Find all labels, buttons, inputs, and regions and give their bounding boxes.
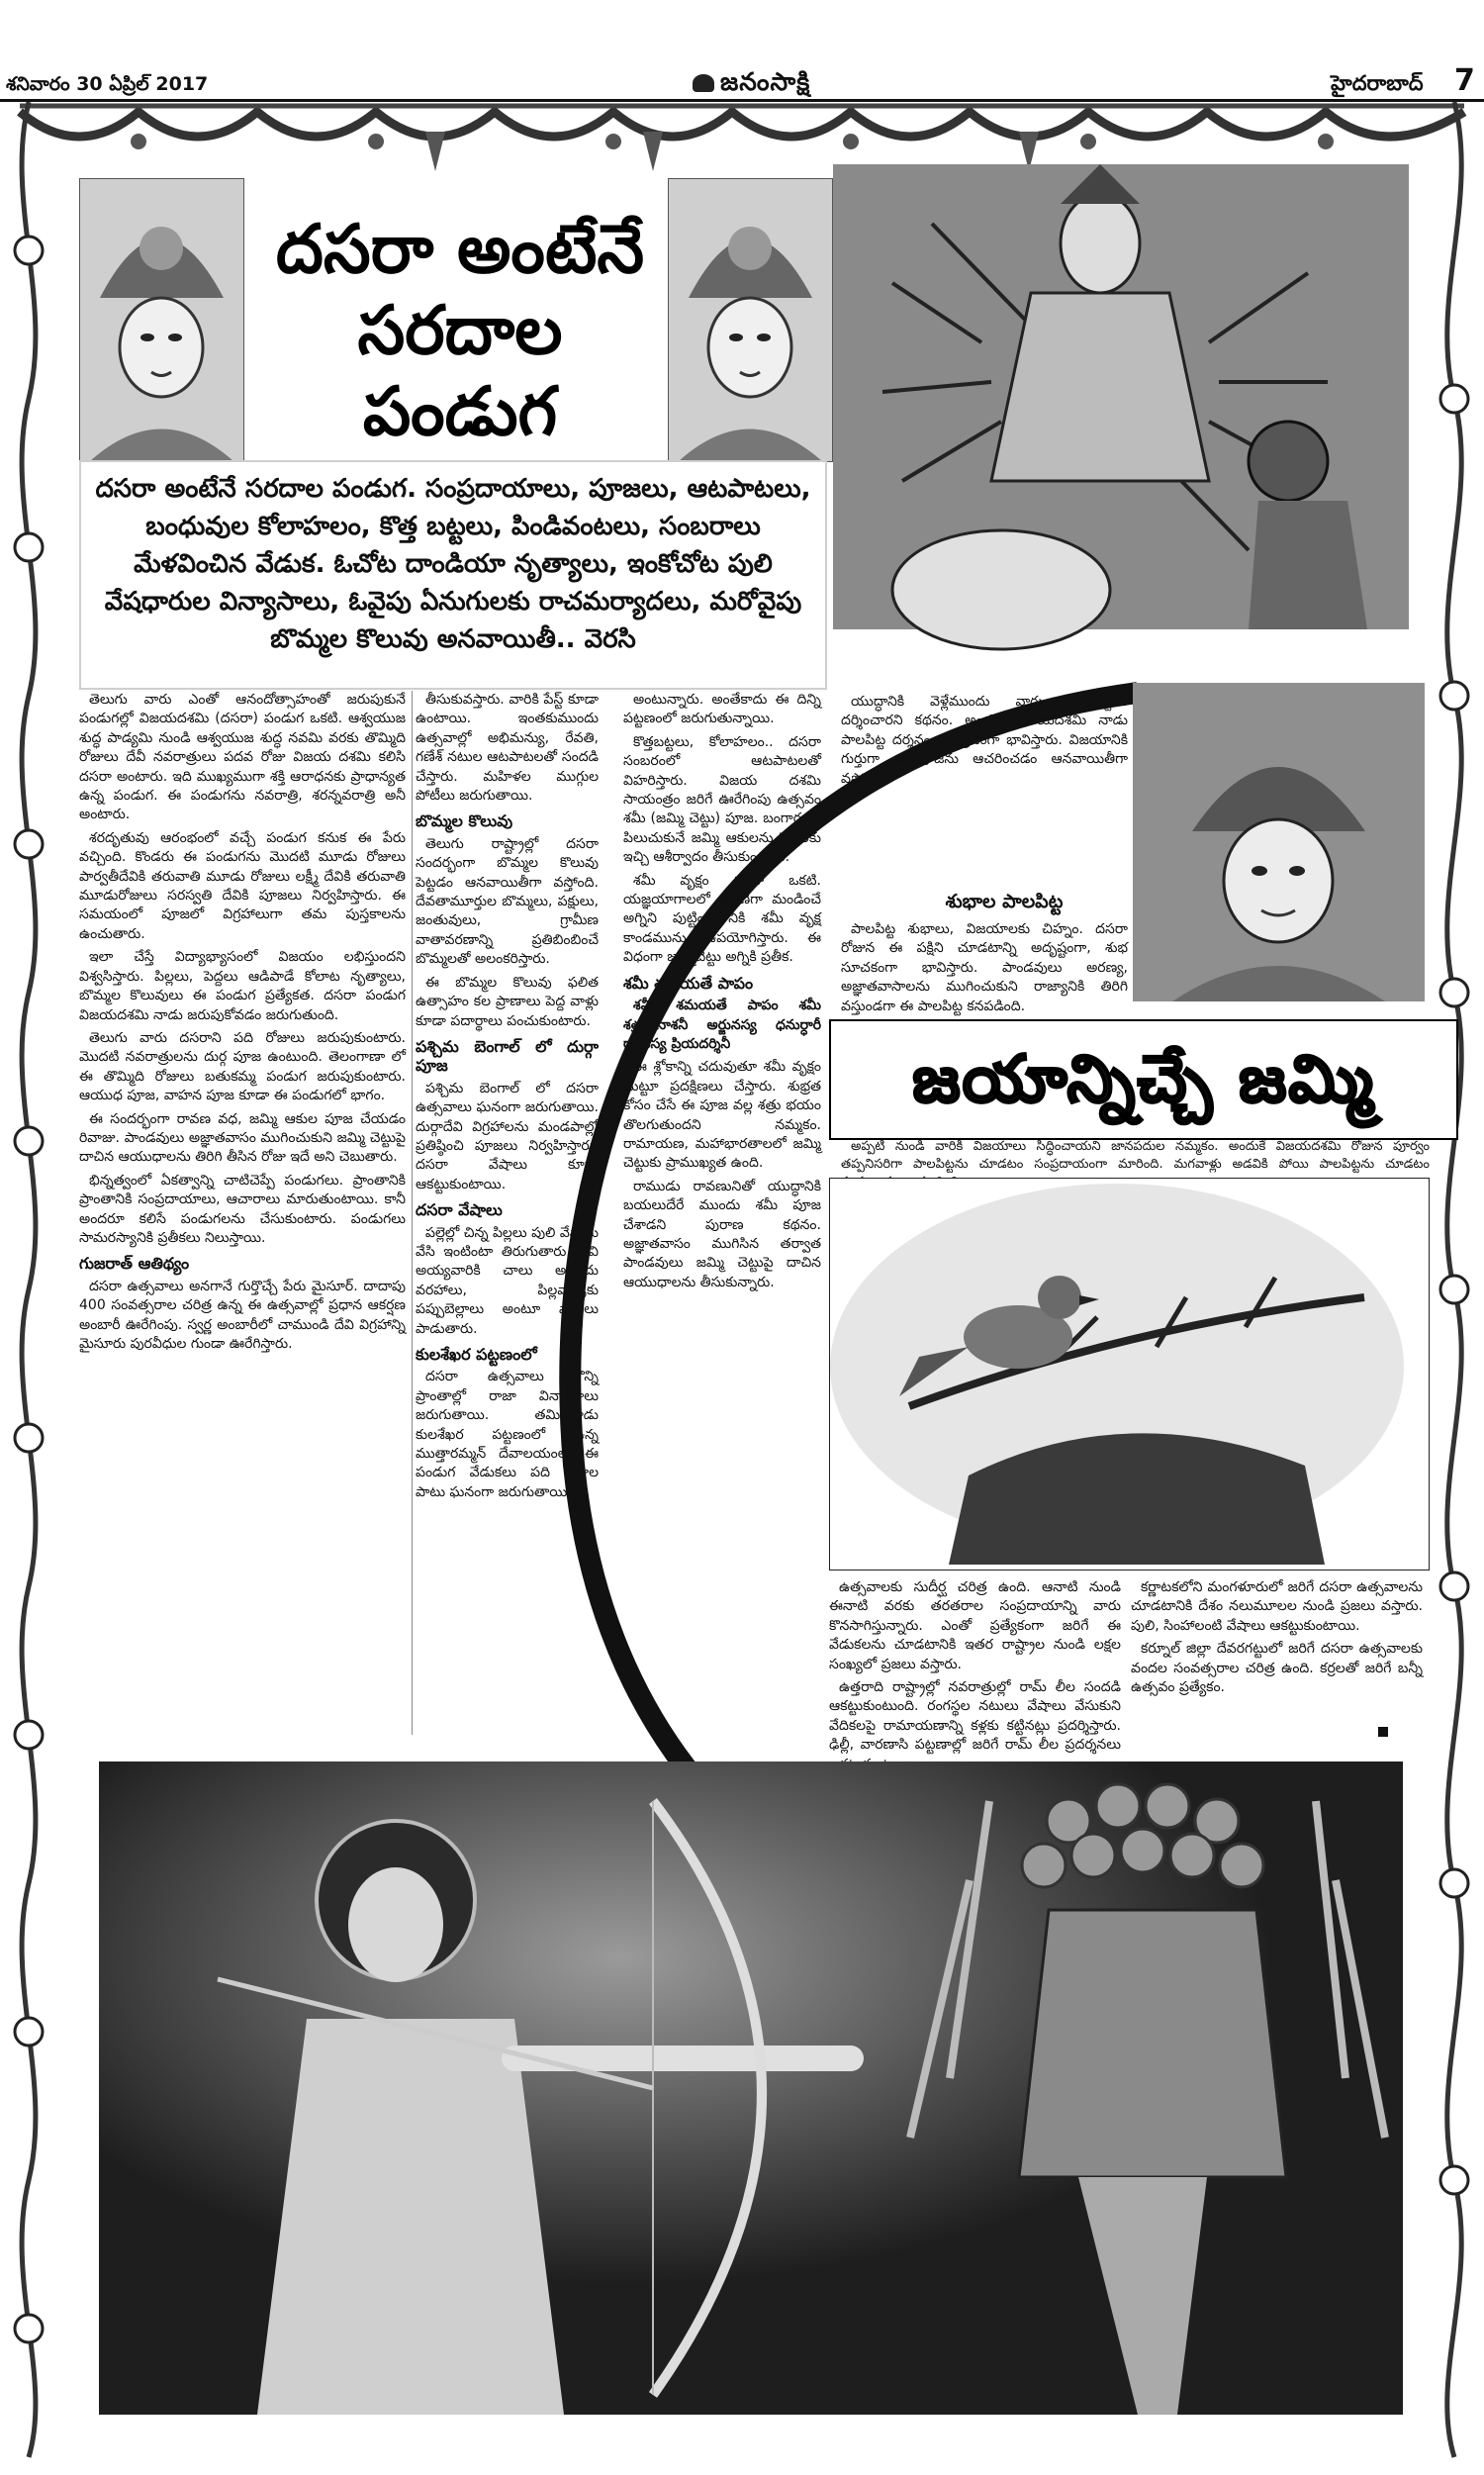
jammi-paragraph: అప్పటి నుండి వారికి విజయాలు సిద్ధించాయని జానపదుల నమ్మకం. అందుకే విజయదశమి రోజున పూర్వం తప్పనిసరిగా పాలపిట్టను చూడటం సంప్రదాయంగా మారింది. మగవాళ్లు అడవికి పోయి పాలపిట్టను చూడటం <box>841 1139 1430 1172</box>
col2-paragraph: పల్లెల్లో చిన్న పిల్లలు పులి వేషాలు వేసి ఇంటింటా తిరుగుతారు. ఇవి అయ్యవారికి చాలు అయిదు వరహాలు, పిల్లవాళ్ళకు పప్పుబెల్లాలు అంటూ పాటలు పాడుతారు. <box>416 1224 599 1337</box>
deity-image-center <box>668 178 833 462</box>
right-flower-border <box>1425 102 1484 2457</box>
col2-subheading: కులశేఖర పట్టణంలో <box>416 1345 537 1364</box>
col1-paragraph: తెలుగు వారు ఎంతో ఆనందోత్సాహంతో జరుపుకునే పండుగల్లో విజయదశమి (దసరా) పండుగ ఒకటి. ఆశ్వయుజ శుద్ధ పాడ్యమి నుండి ఆశ్వయుజ శుద్ధ నవమి వరకు తొమ్మిది రోజులు దేవీ నవరాత్రులు పదవ రోజు విజయ దశమి కలిసి దసరా అంటారు. ఇది ముఖ్యముగా శక్తి ఆరాధనకు ప్రాధాన్యత ఉన్న పండుగ. ఈ పండుగను నవరాత్రి, శరన్నవరాత్రి అనీ అంటారు. <box>79 692 406 823</box>
article-column-4 <box>841 693 1128 881</box>
deity-image-right <box>1133 683 1425 1001</box>
col2-paragraph: తీసుకువస్తారు. వారికి పేస్ట్ కూడా ఉంటాయి. ఇంతకుముందు ఉత్సవాల్లో అభిమన్యు, రేవతి, గణేశ్ నటుల ఆటపాటలతో సందడి చేస్తారు. మహిళల ముగ్గుల పోటీలు జరుగుతాయి. <box>416 692 599 805</box>
article-column-3 <box>623 691 821 1760</box>
bottom-col3-paragraph: ఉత్సవాలకు సుదీర్ఘ చరిత్ర ఉంది. ఆనాటి నుండి ఈనాటి వరకు తరతరాల సంప్రదాయాన్ని వారు కొనసాగిస్తున్నారు. ఎంతో ప్రత్యేకంగా జరిగే ఈ వేడుకలను చూడటానికి ఇతర రాష్ట్రాల నుండి లక్షల సంఖ్యలో ప్రజలు వస్తారు. <box>829 1579 1121 1672</box>
edition-city: హైదరాబాద్ <box>1331 71 1424 95</box>
lead-paragraph: దసరా అంటేనే సరదాల పండుగ. సంప్రదాయాలు, పూజలు, ఆటపాటలు, బంధువుల కోలాహలం, కొత్త బట్టలు, పిండివంటలు, సంబరాలు మేళవించిన వేడుక. ఓచోట దాండియా నృత్యాలు, ఇంకోచోట పులి వేషధారుల విన్యాసాలు, ఓవైపు ఏనుగులకు రాచమర్యాదలు, మరోవైపు బొమ్మల కొలువు అనవాయితీ.. వెరసి <box>95 474 811 654</box>
col2-paragraph: దసరా ఉత్సవాలు కొన్ని ప్రాంతాల్లో రాజా విన్యాసాలు జరుగుతాయి. తమిళనాడు కులశేఖర పట్టణంలో ఉన్న ముత్తారమ్మన్ దేవాలయంలో ఈ పండుగ వేడుకలు పది రోజుల పాటు ఘనంగా జరుగుతాయి. <box>416 1369 599 1500</box>
bottom-col4-paragraph: కర్ణాటకలోని మంగళూరులో జరిగే దసరా ఉత్సవాలను చూడటానికి దేశం నలుమూలల నుండి ప్రజలు వస్తారు. పులి, సింహాలంటి వేషాలు ఆకట్టుకుంటాయి. <box>1131 1579 1423 1634</box>
rama-ravana-illustration <box>99 1761 1403 2415</box>
col2-subheading: దసరా వేషాలు <box>416 1200 503 1220</box>
col3-paragraph: రాముడు రావణునితో యుద్ధానికి బయలుదేరే ముందు శమీ పూజ చేశాడని పురాణ కథనం. అజ్ఞాతవాసం ముగిసిన తర్వాత పాండవులు జమ్మి చెట్టుపై దాచిన ఆయుధాలను తీసుకున్నారు. <box>623 1178 821 1290</box>
durga-illustration <box>833 164 1409 629</box>
col3-paragraph: ఈ శ్లోకాన్ని చదువుతూ శమీ వృక్షం చుట్టూ ప్రదక్షిణలు చేస్తారు. శుభ్రత కోసం చేసే ఈ పూజ వల్ల శత్రు భయం తొలగుతుందని నమ్మకం. రామాయణ, మహాభారతాలలో జమ్మి చెట్టుకు ప్రాముఖ్యత ఉంది. <box>623 1059 821 1172</box>
col1-paragraph: తెలుగు వారు దసరాని పది రోజులు జరుపుకుంటారు. మొదటి నవరాత్రులను దుర్గ పూజ ఉంటుంది. తెలంగాణా లో ఈ తొమ్మిది రోజులు బతుకమ్మ పండుగ జరుపుకుంటారు. ఆయుధ పూజ, వాహన పూజ కూడా ఈ పండుగలో భాగం. <box>79 1029 406 1104</box>
col2-subheading: బొమ్మల కొలువు <box>416 811 513 831</box>
article-column-5 <box>829 1578 1121 1757</box>
col1-paragraph: భిన్నత్వంలో ఏకత్వాన్ని చాటిచెప్పే పండుగలు. ప్రాంతానికి ప్రాంతానికి సంప్రదాయాలు, ఆచారాలు మారుతుంటాయి. కానీ అందరూ కలిసే పండుగలను చేసుకుంటారు. పండుగలు సామరస్యానికి ప్రతీకలు నిలుస్తాయి. <box>79 1172 406 1246</box>
bottom-col4-paragraph: కర్నూల్ జిల్లా దేవరగట్టులో జరిగే దసరా ఉత్సవాలకు వందల సంవత్సరాల చరిత్ర ఉంది. కర్రలతో జరిగే బన్నీ ఉత్సవం ప్రత్యేకం. <box>1131 1641 1423 1696</box>
lead-paragraph-box <box>79 460 827 690</box>
col1-paragraph: ఈ సందర్భంగా రావణ వధ, జమ్మి ఆకుల పూజ చేయడం రివాజు. పాండవులు అజ్ఞాతవాసం ముగించుకుని జమ్మి చెట్టుపై దాచిన ఆయుధాలను తిరిగి తీసిన రోజు ఇదే అని చెబుతారు. <box>79 1110 406 1166</box>
jammi-text <box>841 1138 1430 1176</box>
col3-paragraph: అంటున్నారు. అంతేకాదు ఈ దిన్ని పట్టణంలో జరుగుతున్నాయి. <box>623 692 821 727</box>
col1-subheading: గుజరాత్ ఆతిథ్యం <box>79 1254 190 1274</box>
article-column-1 <box>79 691 406 1735</box>
col4-paragraph: యుద్ధానికి వెళ్లేముందు వారు పాలపిట్టను దర్శించారని కథనం. అందుకే విజయదశమి నాడు పాలపిట్ట దర్శనం శుభప్రదంగా భావిస్తారు. విజయానికి గుర్తుగా శమీపూజను ఆచరించడం ఆనవాయితీగా వస్తోంది. <box>841 694 1128 787</box>
col3-paragraph: శమీ వృక్షం కూడా ఒకటి. యజ్ఞయాగాలలో అరణిగా మండించే అగ్నిని పుట్టించడానికి శమీ వృక్ష కాండమును ఉపయోగిస్తారు. ఈ విధంగా జమ్మిచెట్టు అగ్నికి ప్రతీక. <box>623 872 821 966</box>
headline-line-1: దసరా అంటేనే <box>275 211 645 289</box>
masthead-logo-icon <box>693 74 714 92</box>
col2-subheading: పశ్చిమ బెంగాల్ లో దుర్గా పూజ <box>416 1036 599 1076</box>
column-divider <box>412 691 413 1735</box>
col3-verse: శమీ శమయతే పాపం శమీ శత్రువినాశనీ అర్జునస్య ధనుర్ధారీ రామస్య ప్రియదర్శినీ <box>623 998 821 1052</box>
col2-paragraph: పశ్చిమ బెంగాల్ లో దసరా ఉత్సవాలు ఘనంగా జరుగుతాయి. దుర్గాదేవి విగ్రహాలను మండపాల్లో ప్రతిష్ఠించి పూజలు నిర్వహిస్తారు. దసరా వేషాలు కూడా ఆకట్టుకుంటాయి. <box>416 1080 599 1192</box>
palapitta-subheading: శుభాల పాలపిట్ట <box>945 891 1064 912</box>
col3-subheading: శమీ శమయతే పాపం <box>623 973 754 993</box>
issue-date: శనివారం 30 ఏప్రిల్ 2017 <box>6 73 209 95</box>
masthead-title: జనంసాక్షి <box>720 67 811 96</box>
deity-image-left <box>79 178 244 462</box>
col3-paragraph: కొత్తబట్టలు, కోలాహలం.. దసరా సంబరంలో ఆటపాటలతో విహరిస్తారు. విజయ దశమి సాయంత్రం జరిగే ఊరేగింపు ఉత్సవం శమీ (జమ్మి చెట్టు) పూజ. బంగారంగా పిలుచుకునే జమ్మి ఆకులను పెద్దలకు ఇచ్చి ఆశీర్వాదం తీసుకుంటారు. <box>623 733 821 866</box>
col2-paragraph: తెలుగు రాష్ట్రాల్లో దసరా సందర్భంగా బొమ్మల కొలువు పెట్టడం ఆనవాయితీగా వస్తోంది. దేవతామూర్తుల బొమ్మలు, పక్షులు, జంతువులు, గ్రామీణ వాతావరణాన్ని ప్రతిబింబించే బొమ్మలతో అలంకరిస్తారు. <box>416 835 599 968</box>
headline <box>247 210 673 453</box>
col1-paragraph: దసరా ఉత్సవాలు అనగానే గుర్తొచ్చే పేరు మైసూర్. దాదాపు 400 సంవత్సరాల చరిత్ర ఉన్న ఈ ఉత్సవాల్లో ప్రధాన ఆకర్షణ అంబారీ ఊరేగింపు. స్వర్ణ అంబారీలో చాముండి దేవి విగ్రహాన్ని మైసూరు పురవీధుల గుండా ఊరేగిస్తారు. <box>79 1278 406 1352</box>
bottom-col3-paragraph: ఉత్తరాది రాష్ట్రాల్లో నవరాత్రుల్లో రామ్ లీల సందడి ఆకట్టుకుంటుంది. రంగస్థల నటులు వేషాలు వేసుకుని వేదికలపై రామాయణాన్ని కళ్లకు కట్టినట్లు ప్రదర్శిస్తారు. ఢిల్లీ, వారణాసి పట్టణాల్లో జరిగే రామ్ లీల ప్రదర్శనలు <box>829 1679 1121 1754</box>
left-flower-border <box>0 102 57 2457</box>
col2-paragraph: ఈ బొమ్మల కొలువు ఫలిత ఉత్సాహం కల ప్రాణాలు పెద్ద వాళ్లు కూడా పదార్థాలు పంచుకుంటారు. <box>416 974 599 1029</box>
article-column-6 <box>1131 1578 1423 1722</box>
col1-paragraph: ఇలా చేస్తే విద్యాభ్యాసంలో విజయం లభిస్తుందని విశ్వసిస్తారు. పిల్లలు, పెద్దలు ఆడిపాడే కోలాట నృత్యాలు, బొమ్మల కొలువులు ఈ పండుగ ప్రత్యేకత. దసరా పండుగ విజయదశమి నాడు జరుపుకోవడం జరుగుతుంది. <box>79 949 406 1023</box>
col1-paragraph: శరదృతువు ఆరంభంలో వచ్చే పండుగ కనుక ఈ పేరు వచ్చింది. కొండరు ఈ పండుగను మొదటి మూడు రోజులు పార్వతీదేవికి తరువాతి మూడు రోజులు లక్ష్మీ దేవికి తరువాతి మూడురోజులు సరస్వతి దేవికి పూజలు నిర్వహిస్తారు. ఈ సమయంలో పూజలో విగ్రహాలుగా తమ పుస్తకాలను ఉంచుతారు. <box>79 829 406 942</box>
page-header <box>0 0 1484 99</box>
page-number: 7 <box>1454 63 1475 98</box>
headline-line-3: పండుగ <box>362 373 558 451</box>
palapitta-text <box>841 920 1128 1014</box>
masthead <box>693 67 810 103</box>
headline-line-2: సరదాల <box>357 292 563 370</box>
article-end-mark <box>1378 1727 1388 1737</box>
jammi-banner-title: జయాన్నిచ్చే జమ్మి <box>829 1019 1458 1140</box>
palapitta-paragraph: పాలపిట్ట శుభాలు, విజయాలకు చిహ్నం. దసరా రోజున ఈ పక్షిని చూడటాన్ని అదృష్టంగా, శుభ సూచకంగా భావిస్తారు. పాండవులు అరణ్య, అజ్ఞాతవాసాలను ముగించుకుని రాజ్యానికి తిరిగి వస్తుండగా ఈ పాలపిట్ట కనపడింది. <box>841 921 1128 1014</box>
bird-photo <box>829 1178 1430 1571</box>
